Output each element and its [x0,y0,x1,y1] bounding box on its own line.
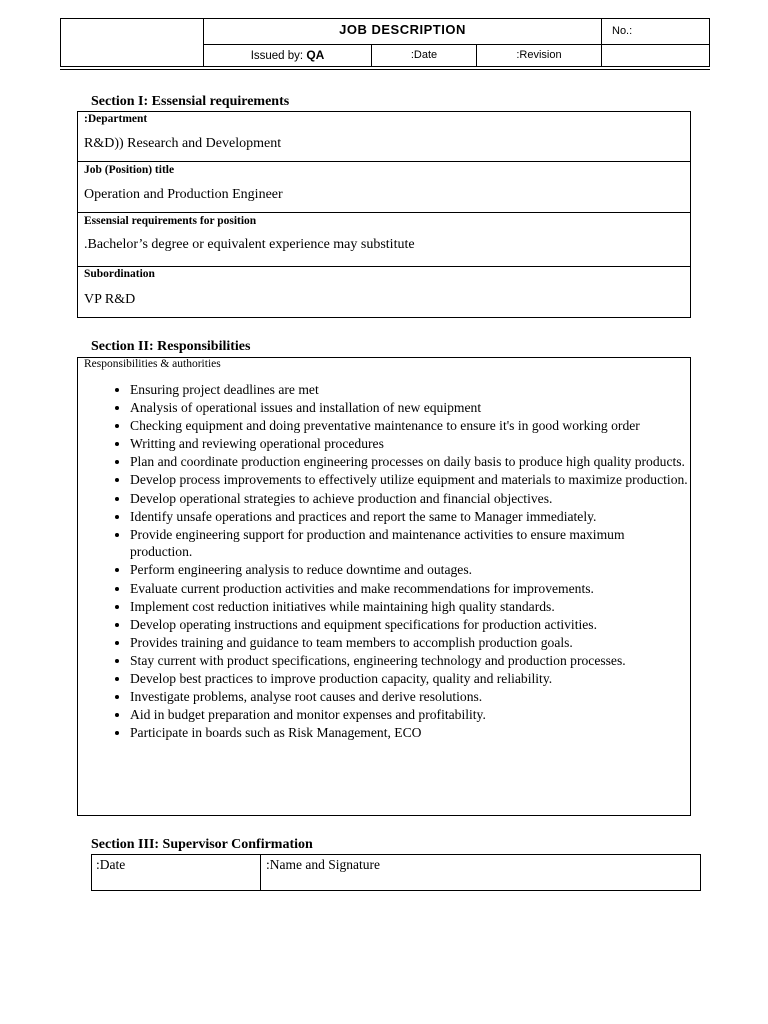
confirmation-table [91,854,701,891]
issued-by-value: QA [306,48,325,62]
responsibility-item: • Plan and coordinate production engineering processes on daily basis to produce high quality products. [130,453,690,471]
confirmation-name-signature-label: :Name and Signature [266,857,380,872]
document-title-text: JOB DESCRIPTION [339,22,466,37]
number-label: No.: [612,25,633,37]
responsibility-item: • Checking equipment and doing preventative maintenance to ensure it's in good working order [130,417,690,435]
responsibility-item: • Perform engineering analysis to reduce downtime and outages. [130,561,690,579]
responsibility-item: • Aid in budget preparation and monitor expenses and profitability. [130,706,690,724]
issued-by-cell [203,44,372,67]
responsibility-item: • Identify unsafe operations and practices and report the same to Manager immediately. [130,508,690,526]
row-divider [78,161,690,162]
responsibility-item: • Develop best practices to improve production capacity, quality and reliability. [130,670,690,688]
responsibility-item: • Ensuring project deadlines are met [130,381,690,399]
responsibility-item: • Participate in boards such as Risk Management, ECO [130,724,690,742]
section2-title: Section II: Responsibilities [91,339,251,354]
header-date-label: :Date [410,49,438,61]
responsibility-item: • Provides training and guidance to team members to accomplish production goals. [130,634,690,652]
confirmation-date-label: :Date [96,857,126,872]
responsibility-item: • Develop process improvements to effectively utilize equipment and materials to maximize production. [130,471,690,489]
responsibility-item: • Analysis of operational issues and installation of new equipment [130,399,690,417]
subordination-value: VP R&D [84,292,136,307]
department-label: :Department [84,113,148,125]
date-cell [371,44,477,67]
section2-box [77,357,691,816]
responsibility-item: • Investigate problems, analyse root causes and derive resolutions. [130,688,690,706]
header-divider [60,69,710,70]
number-cell [601,18,710,45]
responsibility-item: • Develop operational strategies to achieve production and financial objectives. [130,490,690,508]
section3-title: Section III: Supervisor Confirmation [91,837,313,852]
position-title-value: Operation and Production Engineer [84,187,283,202]
header-logo-cell [60,18,204,67]
responsibility-item: • Develop operating instructions and equipment specifications for production activities. [130,616,690,634]
department-value: R&D)) Research and Development [84,136,282,151]
row-divider [78,212,690,213]
requirements-label: Essensial requirements for position [84,215,257,227]
section1-title: Section I: Essensial requirements [91,94,290,109]
responsibility-item: • Implement cost reduction initiatives while maintaining high quality standards. [130,598,690,616]
responsibilities-label: Responsibilities & authorities [84,358,221,370]
responsibility-item: • Writting and reviewing operational procedures [130,435,690,453]
revision-value-cell [601,44,710,67]
revision-cell [476,44,602,67]
subordination-label: Subordination [84,268,155,280]
confirmation-column-divider [260,855,261,890]
revision-label: :Revision [516,49,562,61]
responsibility-item: • Stay current with product specifications, engineering technology and production processes. [130,652,690,670]
responsibility-item: • Provide engineering support for production and maintenance activities to ensure maximum production. [130,526,690,561]
row-divider [78,266,690,267]
position-title-label: Job (Position) title [84,164,175,176]
responsibility-item: • Evaluate current production activities and make recommendations for improvements. [130,580,690,598]
document-title [203,18,602,45]
requirements-value: .Bachelor’s degree or equivalent experience may substitute [84,237,415,252]
issued-by-label: Issued by: [250,50,304,62]
responsibilities-list [100,381,690,742]
section1-box [77,111,691,318]
